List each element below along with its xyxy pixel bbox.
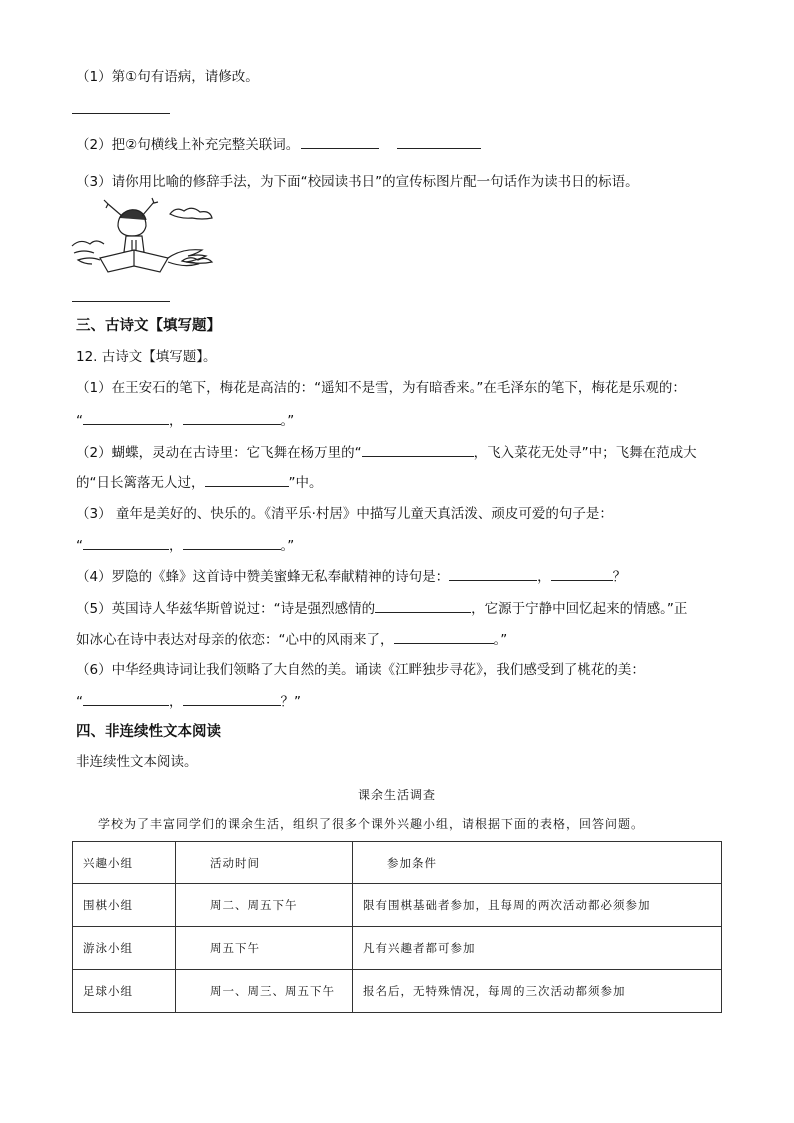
cell-time: 周二、周五下午 [176, 884, 353, 927]
question-mark: ？ [612, 569, 627, 585]
section4-heading: 四、非连续性文本阅读 [76, 724, 221, 740]
question-close-quote: ？” [280, 694, 301, 710]
activity-table [72, 841, 722, 1013]
s2a-pre: （2）蝴蝶，灵动在古诗里：它飞舞在杨万里的“ [76, 445, 362, 461]
q12-s3-line2 [76, 535, 294, 556]
survey-title: 课余生活调查 [357, 788, 436, 802]
table-row [73, 927, 722, 970]
comma: ， [169, 413, 183, 429]
q11-sub2 [76, 134, 481, 155]
blank-connective-1[interactable] [301, 134, 379, 149]
q12-s1-line2 [76, 410, 294, 431]
cell-group: 围棋小组 [73, 884, 176, 927]
blank-5b[interactable] [394, 629, 494, 644]
q12-s5-line1 [76, 598, 687, 619]
blank-1a[interactable] [83, 410, 169, 425]
s5b-pre: 如冰心在诗中表达对母亲的依恋：“心中的风雨来了， [76, 632, 394, 648]
comma: ， [537, 569, 551, 585]
answer-line-1[interactable] [72, 113, 170, 114]
q11-sub3: （3）请你用比喻的修辞手法，为下面“校园读书日”的宣传标图片配一句话作为读书日的标语。 [76, 174, 639, 190]
q12-s3-line1: （3） 童年是美好的、快乐的。《清平乐·村居》中描写儿童天真活泼、顽皮可爱的句子是： [76, 506, 613, 522]
q12-s6-line1: （6）中华经典诗词让我们领略了大自然的美。诵读《江畔独步寻花》，我们感受到了桃花的美： [76, 662, 645, 678]
q12-s5-line2 [76, 629, 507, 650]
answer-line-2[interactable] [72, 301, 170, 302]
s4-pre: （4）罗隐的《蜂》这首诗中赞美蜜蜂无私奉献精神的诗句是： [76, 569, 450, 585]
table-row [73, 970, 722, 1013]
q12-s2-line2 [76, 472, 323, 493]
blank-6b[interactable] [183, 691, 281, 706]
comma: ， [169, 538, 183, 554]
blank-connective-2[interactable] [397, 134, 481, 149]
blank-3a[interactable] [83, 535, 169, 550]
q11-sub2-text: （2）把②句横线上补充完整关联词。 [76, 137, 300, 153]
close-quote: 。” [280, 538, 295, 554]
cell-time: 周五下午 [176, 927, 353, 970]
section3-heading: 三、古诗文【填写题】 [76, 318, 221, 334]
s5a-post: ，它源于宁静中回忆起来的情感。”正 [471, 601, 688, 617]
cell-time: 周一、周三、周五下午 [176, 970, 353, 1013]
table-row [73, 884, 722, 927]
header-time: 活动时间 [176, 842, 353, 884]
open-quote: “ [76, 694, 83, 710]
reading-day-illustration [70, 196, 215, 276]
q12-s2-line1 [76, 442, 697, 463]
close-quote: 。” [280, 413, 295, 429]
q12-s6-line2 [76, 691, 301, 712]
s2a-post: ，飞入菜花无处寻”中；飞舞在范成大 [473, 445, 697, 461]
q12-title: 12. 古诗文【填写题】。 [76, 349, 217, 365]
open-quote: “ [76, 413, 83, 429]
blank-5a[interactable] [375, 598, 471, 613]
table-header-row [73, 842, 722, 884]
blank-4b[interactable] [551, 566, 613, 581]
cell-condition: 报名后，无特殊情况，每周的三次活动都须参加 [353, 970, 722, 1013]
blank-6a[interactable] [83, 691, 169, 706]
q11-sub1: （1）第①句有语病，请修改。 [76, 69, 259, 85]
q12-s4 [76, 566, 626, 587]
cell-condition: 凡有兴趣者都可参加 [353, 927, 722, 970]
survey-intro: 学校为了丰富同学们的课余生活，组织了很多个课外兴趣小组，请根据下面的表格，回答问题。 [98, 817, 645, 831]
blank-2b[interactable] [205, 472, 289, 487]
comma: ， [169, 694, 183, 710]
blank-3b[interactable] [183, 535, 281, 550]
s5a-pre: （5）英国诗人华兹华斯曾说过：“诗是强烈感情的 [76, 601, 376, 617]
cell-condition: 限有围棋基础者参加，且每周的两次活动都必须参加 [353, 884, 722, 927]
section4-intro: 非连续性文本阅读。 [76, 754, 198, 770]
cell-group: 足球小组 [73, 970, 176, 1013]
cell-group: 游泳小组 [73, 927, 176, 970]
open-quote: “ [76, 538, 83, 554]
s2b-post: ”中。 [288, 475, 323, 491]
close-quote: 。” [493, 632, 508, 648]
header-group: 兴趣小组 [73, 842, 176, 884]
blank-1b[interactable] [183, 410, 281, 425]
q12-s1-line1: （1）在王安石的笔下，梅花是高洁的：“遥知不是雪，为有暗香来。”在毛泽东的笔下，梅花是乐观的： [76, 380, 686, 396]
header-condition: 参加条件 [353, 842, 722, 884]
blank-4a[interactable] [449, 566, 537, 581]
blank-2a[interactable] [362, 442, 474, 457]
s2b-pre: 的“日长篱落无人过， [76, 475, 205, 491]
